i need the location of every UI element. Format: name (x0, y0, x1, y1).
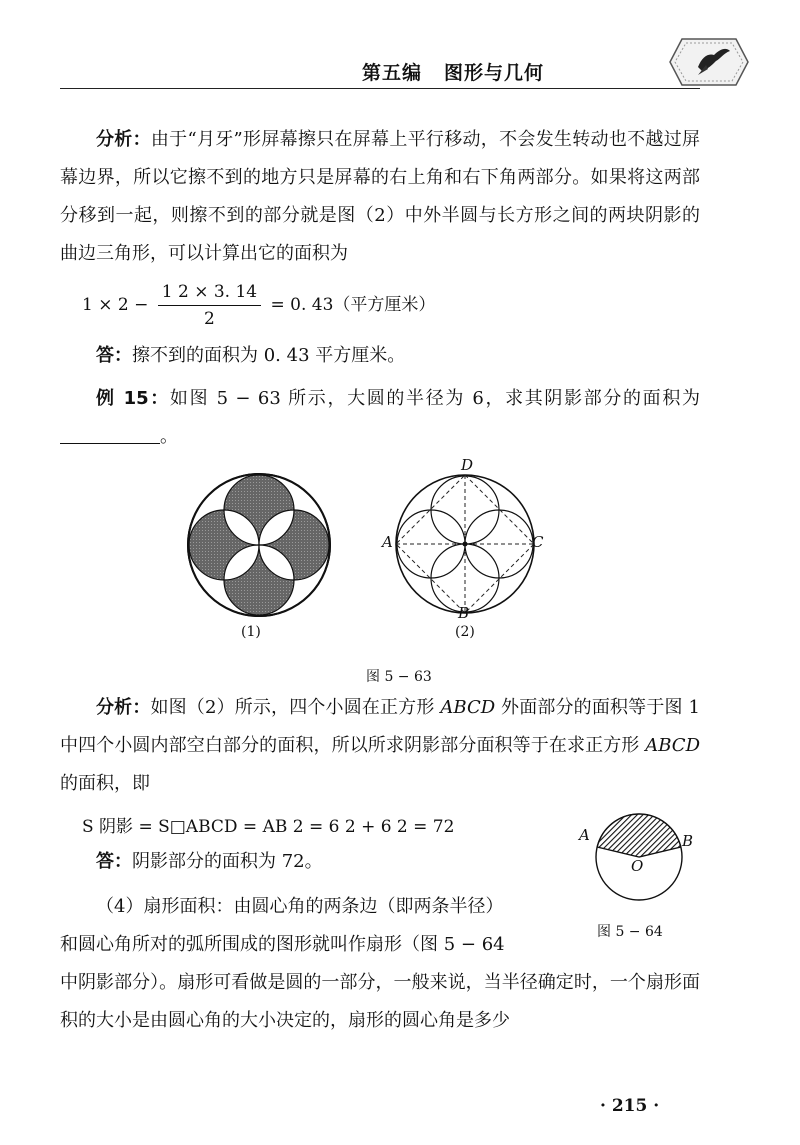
sector-area-rest: 中阴影部分）。扇形可看做是圆的一部分，一般来说，当半径确定时，一个扇形面积的大小是由圆心角的大小决定的，扇形的圆心角是多少 (60, 972, 700, 1031)
formula-left: 1 × 2 − (82, 295, 149, 315)
example-end: 。 (160, 426, 178, 447)
formula-fraction (158, 281, 261, 330)
analysis-text: 由于“月牙”形屏幕擦只在屏幕上平行移动，不会发生转动也不越过屏幕边界，所以它擦不到的地方只是屏幕的右上角和右下角两部分。如果将这两部分移到一起，则擦不到的部分就是图（2）中外半圆与长方形之间的两块阴影的曲边三角形，可以计算出它的面积为 (60, 129, 700, 264)
sector-area-line-2: 和圆心角所对的弧所围成的图形就叫作扇形（图 5 − 64 (60, 934, 505, 955)
square-name-2: ABCD (645, 735, 700, 756)
sector-area-line-1: （4）扇形面积：由圆心角的两条边（即两条半径） (96, 896, 504, 917)
figure-5-63-caption: 图 5 − 63 (366, 669, 432, 685)
formula-right: = 0. 43（平方厘米） (270, 295, 436, 315)
formula-numerator: 1 2 × 3. 14 (158, 281, 261, 306)
analysis-label: 分析： (96, 129, 151, 150)
square-name-1: ABCD (440, 697, 496, 718)
point-d-label: D (461, 456, 474, 474)
analysis-paragraph-2 (60, 689, 700, 803)
answer-1 (60, 337, 700, 375)
answer-2 (60, 843, 540, 881)
example-text: 如图 5 − 63 所示，大圆的半径为 6，求其阴影部分的面积为 (169, 388, 700, 409)
analysis-2-text-3: 的面积，即 (60, 773, 150, 794)
answer-2-text: 阴影部分的面积为 72。 (132, 851, 323, 872)
header-rule (60, 88, 700, 89)
subfigure-1-label: (1) (241, 624, 261, 640)
bird-logo-icon (668, 35, 750, 89)
subfigure-2-label: (2) (455, 624, 475, 640)
page-header-title (362, 58, 544, 85)
shaded-area-formula: S 阴影 = S□ABCD = AB 2 = 6 2 + 6 2 = 72 (82, 817, 455, 837)
answer-label: 答： (96, 345, 132, 366)
point-b-label: B (458, 604, 470, 622)
point-c-label: C (532, 533, 544, 551)
area-formula (82, 281, 435, 330)
fig564-point-b: B (682, 832, 694, 850)
fig564-point-a: A (579, 826, 590, 844)
fig564-point-o: O (631, 857, 644, 875)
answer-blank (60, 423, 160, 444)
analysis-2-text-2: 外面部分的面积等于图 1 中四个小圆内部空白部分的面积，所以所求阴影部分面积等于在求正方形 (60, 697, 700, 756)
analysis-label-2: 分析： (96, 697, 151, 718)
analysis-paragraph-1 (60, 121, 700, 273)
example-label: 例 15： (96, 388, 170, 409)
page-number: · 215 · (600, 1096, 660, 1116)
figure-5-63-2 (393, 472, 537, 616)
example-15 (60, 380, 700, 456)
formula-denominator: 2 (204, 309, 215, 329)
figure-5-64-caption: 图 5 − 64 (597, 924, 663, 940)
analysis-2-text-1: 如图（2）所示，四个小圆在正方形 (150, 697, 441, 718)
section-label: 图形与几何 (444, 62, 545, 84)
answer-text: 擦不到的面积为 0. 43 平方厘米。 (132, 345, 406, 366)
figure-5-63-1 (184, 470, 334, 620)
point-a-label: A (382, 533, 393, 551)
answer-label-2: 答： (96, 851, 132, 872)
chapter-label: 第五编 (362, 62, 423, 84)
